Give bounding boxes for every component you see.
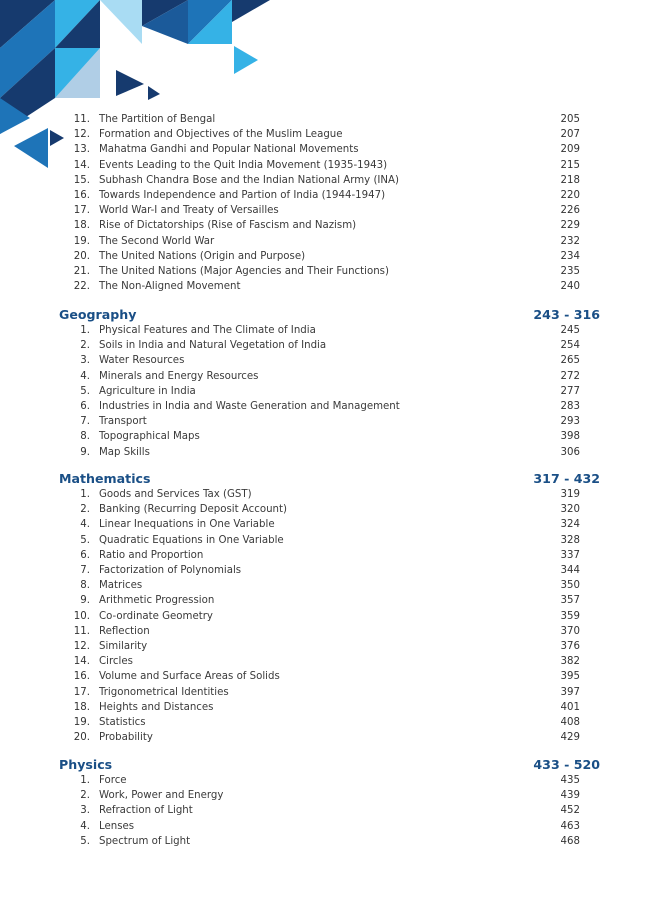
entry-page-number: 376 [560,641,580,652]
toc-entry [0,563,660,578]
toc-entry [0,502,660,517]
entry-number: 20. [73,250,90,262]
entry-page-number: 306 [560,446,580,458]
toc-entry [0,158,660,173]
entry-title: Similarity [99,641,148,652]
toc-entry [0,609,660,624]
entry-number: 4. [80,370,90,382]
entry-page-number: 439 [560,790,580,802]
entry-page-number: 359 [560,610,580,622]
entry-number: 12. [73,641,90,652]
entry-page-number: 218 [560,174,580,186]
entry-page-number: 395 [560,671,580,683]
entry-number: 6. [80,401,90,412]
entry-number: 16. [73,190,90,201]
toc-entry [0,730,660,745]
entry-title: Rise of Dictatorships (Rise of Fascism and Nazism) [99,220,357,232]
entry-title: Force [99,775,127,786]
entry-page-number: 277 [560,385,580,397]
toc-entry [0,593,660,608]
entry-number: 14. [73,656,90,668]
toc-entry [0,819,660,834]
entry-page-number: 398 [560,431,580,443]
entry-title: The United Nations (Major Agencies and Their Functions) [99,266,389,277]
toc-entry [0,429,660,444]
toc-entry [0,338,660,353]
entry-title: Lenses [99,820,135,832]
toc-entry [0,414,660,429]
entry-number: 18. [73,220,90,232]
entry-number: 3. [80,355,90,367]
entry-page-number: 235 [560,266,580,277]
entry-page-number: 226 [560,205,580,217]
entry-title: Subhash Chandra Bose and the Indian National Army (INA) [99,174,399,186]
entry-title: Towards Independence and Partion of India (1944-1947) [99,190,386,201]
entry-page-number: 254 [560,340,580,352]
toc-entry [0,700,660,715]
entry-page-number: 324 [560,519,580,531]
entry-number: 1. [80,775,90,786]
entry-title: Minerals and Energy Resources [99,370,259,382]
section-page-range: 433 - 520 [533,757,600,772]
entry-page-number: 220 [560,190,580,201]
entry-page-number: 293 [560,416,580,428]
entry-number: 5. [80,835,90,847]
entry-page-number: 463 [560,820,580,832]
entry-page-number: 265 [560,355,580,367]
toc-entry [0,188,660,203]
entry-number: 2. [80,504,90,516]
entry-title: Statistics [99,717,146,728]
entry-page-number: 435 [560,775,580,786]
entry-page-number: 272 [560,370,580,382]
entry-title: Soils in India and Natural Vegetation of India [99,340,327,352]
entry-title: Physical Features and The Climate of India [99,325,316,336]
entry-number: 18. [73,701,90,713]
entry-title: Mahatma Gandhi and Popular National Movements [99,144,359,156]
toc-entry [0,369,660,384]
toc-entry [0,788,660,803]
entry-number: 12. [73,129,90,141]
toc-entry [0,669,660,684]
entry-number: 16. [73,671,90,683]
toc-entry [0,203,660,218]
entry-title: Events Leading to the Quit India Movement (1935-1943) [99,159,388,171]
toc-entry [0,533,660,548]
entry-page-number: 232 [560,235,580,247]
toc-entry [0,142,660,157]
entry-page-number: 229 [560,220,580,232]
entry-title: Map Skills [99,446,150,458]
entry-number: 4. [80,519,90,531]
entry-title: Ratio and Proportion [99,549,204,561]
toc-entry [0,445,660,460]
entry-number: 9. [80,446,90,458]
entry-number: 14. [73,159,90,171]
section-heading-geography [0,306,660,324]
section-heading-physics [0,756,660,774]
entry-page-number: 205 [560,114,580,125]
section-name: Mathematics [59,471,151,486]
toc-entry [0,517,660,532]
toc-entry [0,834,660,849]
entry-page-number: 344 [560,565,580,576]
entry-number: 19. [73,717,90,728]
entry-title: Topographical Maps [99,431,200,443]
entry-number: 9. [80,595,90,607]
entry-title: Refraction of Light [99,805,193,817]
entry-number: 13. [73,144,90,156]
toc-entry [0,639,660,654]
toc-entry [0,548,660,563]
entry-number: 5. [80,385,90,397]
entry-number: 8. [80,431,90,443]
entry-title: Arithmetic Progression [99,595,215,607]
entry-page-number: 357 [560,595,580,607]
entry-page-number: 319 [560,489,580,500]
entry-title: Transport [99,416,147,428]
toc-entry [0,773,660,788]
toc-entry [0,323,660,338]
entry-number: 4. [80,820,90,832]
entry-number: 20. [73,732,90,744]
entry-number: 15. [73,174,90,186]
entry-page-number: 452 [560,805,580,817]
toc-entry [0,353,660,368]
entry-title: The Partition of Bengal [99,114,216,125]
entry-title: Banking (Recurring Deposit Account) [99,504,287,516]
toc-entry [0,264,660,279]
entry-title: Linear Inequations in One Variable [99,519,275,531]
entry-title: Agriculture in India [99,385,196,397]
entry-number: 11. [73,625,90,637]
toc-entry [0,234,660,249]
entry-page-number: 401 [560,701,580,713]
entry-number: 8. [80,580,90,592]
toc-entry [0,279,660,294]
entry-page-number: 350 [560,580,580,592]
entry-title: Water Resources [99,355,185,367]
entry-title: The United Nations (Origin and Purpose) [99,250,306,262]
entry-number: 5. [80,534,90,546]
toc-entry [0,803,660,818]
toc-entry [0,487,660,502]
entry-page-number: 397 [560,686,580,698]
entry-number: 22. [73,281,90,293]
entry-page-number: 240 [560,281,580,293]
entry-number: 3. [80,805,90,817]
entry-title: Work, Power and Energy [99,790,224,802]
entry-number: 21. [73,266,90,277]
entry-number: 6. [80,549,90,561]
toc-entry [0,173,660,188]
entry-page-number: 468 [560,835,580,847]
toc-entry [0,218,660,233]
section-page-range: 317 - 432 [533,471,600,486]
entry-number: 2. [80,340,90,352]
toc-entry [0,399,660,414]
entry-page-number: 320 [560,504,580,516]
entry-title: Factorization of Polynomials [99,565,242,576]
section-heading-mathematics [0,470,660,488]
entry-title: Quadratic Equations in One Variable [99,534,284,546]
section-page-range: 243 - 316 [533,307,600,322]
entry-number: 2. [80,790,90,802]
entry-number: 17. [73,205,90,217]
entry-title: Probability [99,732,153,744]
entry-title: Industries in India and Waste Generation and Management [99,401,400,412]
entry-title: The Non-Aligned Movement [99,281,241,293]
entry-page-number: 337 [560,549,580,561]
entry-title: Circles [99,656,133,668]
entry-page-number: 215 [560,159,580,171]
entry-title: World War-I and Treaty of Versailles [99,205,279,217]
entry-page-number: 234 [560,250,580,262]
entry-page-number: 209 [560,144,580,156]
entry-number: 1. [80,325,90,336]
entry-title: Matrices [99,580,143,592]
toc-entry [0,384,660,399]
entry-page-number: 382 [560,656,580,668]
toc-entry [0,685,660,700]
entry-title: Spectrum of Light [99,835,191,847]
entry-title: Reflection [99,625,150,637]
entry-page-number: 370 [560,625,580,637]
entry-number: 7. [80,416,90,428]
entry-title: Goods and Services Tax (GST) [99,489,252,500]
entry-page-number: 328 [560,534,580,546]
entry-number: 17. [73,686,90,698]
entry-page-number: 429 [560,732,580,744]
toc-entry [0,127,660,142]
entry-number: 10. [73,610,90,622]
entry-title: Formation and Objectives of the Muslim League [99,129,343,141]
entry-title: Trigonometrical Identities [99,686,229,698]
toc-entry [0,624,660,639]
entry-title: The Second World War [99,235,215,247]
entry-number: 11. [73,114,90,125]
entry-number: 7. [80,565,90,576]
section-name: Physics [59,757,113,772]
toc-entry [0,715,660,730]
section-name: Geography [59,307,137,322]
entry-page-number: 207 [560,129,580,141]
entry-number: 19. [73,235,90,247]
entry-title: Co-ordinate Geometry [99,610,213,622]
toc-entry [0,249,660,264]
toc-entry [0,654,660,669]
entry-page-number: 283 [560,401,580,412]
entry-page-number: 245 [560,325,580,336]
entry-number: 1. [80,489,90,500]
entry-title: Heights and Distances [99,701,214,713]
entry-page-number: 408 [560,717,580,728]
toc-entry [0,112,660,127]
entry-title: Volume and Surface Areas of Solids [99,671,280,683]
toc-entry [0,578,660,593]
